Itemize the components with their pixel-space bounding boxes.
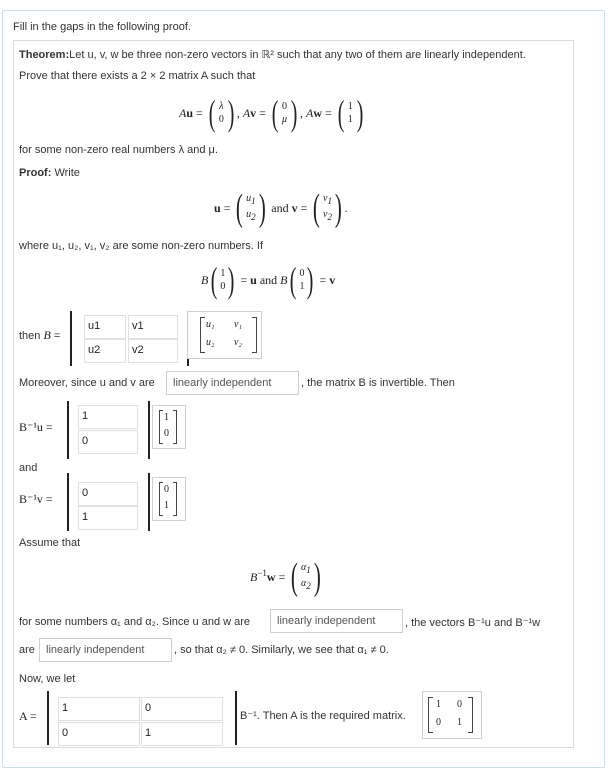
a-answer-11: 1: [436, 699, 441, 710]
a-entry-11-value: 1: [62, 702, 69, 714]
binv-u-answer-box: [152, 405, 186, 449]
a-entry-21[interactable]: [58, 722, 140, 746]
moreover-text-1: Moreover, since u and v are: [19, 377, 155, 389]
proof-panel: [13, 40, 574, 748]
binv-u-answer-1: 1: [164, 412, 169, 423]
a-tail-text: B⁻¹. Then A is the required matrix.: [240, 710, 406, 722]
binv-u-left-bar: [67, 401, 69, 459]
assume-text: Assume that: [19, 537, 81, 549]
b-answer-11: u₁: [206, 319, 215, 330]
theorem-equations: A u = ( λ 0 ) , A v = ( 0 μ ) , A w = ( 1 1 ): [179, 93, 364, 133]
theorem-line-1: Theorem:Let u, v, w be three non-zero vectors in ℝ² such that any two of them are linearly independent.: [19, 49, 526, 61]
a-answer-21: 0: [436, 717, 441, 728]
matrix-left-bar: [70, 311, 72, 366]
binv-u-entry-1-value: 1: [82, 410, 89, 422]
b-entry-21-value: u2: [88, 344, 101, 356]
a-entry-11[interactable]: [58, 697, 140, 721]
binv-u-right-bar: [148, 401, 150, 459]
binv-u-bracket-left: [159, 410, 163, 444]
a-entry-21-value: 0: [62, 727, 69, 739]
binv-u-answer-2: 0: [164, 428, 169, 439]
independence-field-3[interactable]: linearly independent: [39, 638, 172, 662]
moreover-text-2: , the matrix B is invertible. Then: [301, 377, 455, 389]
theorem-line-2: Prove that there exists a 2 × 2 matrix A such that: [19, 70, 256, 82]
a-entry-12-value: 0: [145, 702, 152, 714]
binv-v-bracket-left: [159, 482, 163, 516]
binv-v-entry-2-value: 1: [82, 511, 89, 523]
for-some-text-1: for some numbers α₁ and α₂. Since u and w are: [19, 616, 251, 628]
independence-field-1[interactable]: linearly independent: [166, 371, 299, 395]
if-equations: B ( 1 0 ) = u and B ( 0 1 ) = v: [201, 260, 336, 300]
write-equations: u = ( $u_1$ $u_2$ ) and v = ( $v_1$ $v_2$ ) .: [214, 187, 348, 229]
a-entry-22-value: 1: [145, 727, 152, 739]
binv-u-entry-2-value: 0: [82, 435, 89, 447]
binv-v-bracket-right: [173, 482, 177, 516]
a-answer-22: 1: [457, 717, 462, 728]
b-answer-bracket-right: [252, 317, 257, 353]
binv-v-left-bar: [67, 473, 69, 531]
b-entry-12-value: v1: [132, 320, 144, 332]
instruction-text: Fill in the gaps in the following proof.: [13, 21, 191, 33]
a-entry-22[interactable]: [141, 722, 223, 746]
b-answer-21: u₂: [206, 337, 215, 348]
binv-u-bracket-right: [173, 410, 177, 444]
b-entry-11-value: u1: [88, 320, 101, 332]
a-right-bar: [235, 691, 237, 745]
proof-intro: Proof: Write: [19, 167, 80, 179]
and-text: and: [19, 462, 38, 474]
binv-v-entry-1-value: 0: [82, 487, 89, 499]
b-entry-22-value: v2: [132, 344, 144, 356]
binv-w-equation: B $^{-1}$ w = ( $\alpha_1$ $\alpha_2$ ): [250, 556, 321, 598]
a-left-bar: [47, 691, 49, 745]
binv-v-label: B⁻¹v =: [19, 492, 53, 506]
binv-v-answer-box: [152, 477, 186, 521]
a-entry-12[interactable]: [141, 697, 223, 721]
so-that-text: , so that α₂ ≠ 0. Similarly, we see that α₁ ≠ 0.: [174, 644, 389, 656]
a-answer-12: 0: [457, 699, 462, 710]
then-b-label: then B =: [19, 328, 61, 342]
binv-v-answer-2: 1: [164, 500, 169, 511]
independence-field-2[interactable]: linearly independent: [270, 609, 403, 633]
binv-v-answer-1: 0: [164, 484, 169, 495]
b-answer-bracket-left: [200, 317, 205, 353]
are-text: are: [19, 644, 35, 656]
a-answer-bracket-left: [428, 697, 433, 733]
b-answer-22: v₂: [234, 337, 242, 348]
a-label: A =: [19, 709, 37, 723]
b-answer-12: v₁: [234, 319, 242, 330]
b-answer-box: [187, 311, 262, 359]
where-text: where u₁, u₂, v₁, v₂ are some non-zero numbers. If: [19, 240, 264, 252]
binv-u-label: B⁻¹u =: [19, 420, 53, 434]
a-answer-bracket-right: [468, 697, 473, 733]
now-let-text: Now, we let: [19, 673, 76, 685]
for-some-text-2: , the vectors B⁻¹u and B⁻¹w: [405, 617, 541, 629]
binv-v-right-bar: [148, 473, 150, 531]
theorem-after: for some non-zero real numbers λ and μ.: [19, 144, 218, 156]
